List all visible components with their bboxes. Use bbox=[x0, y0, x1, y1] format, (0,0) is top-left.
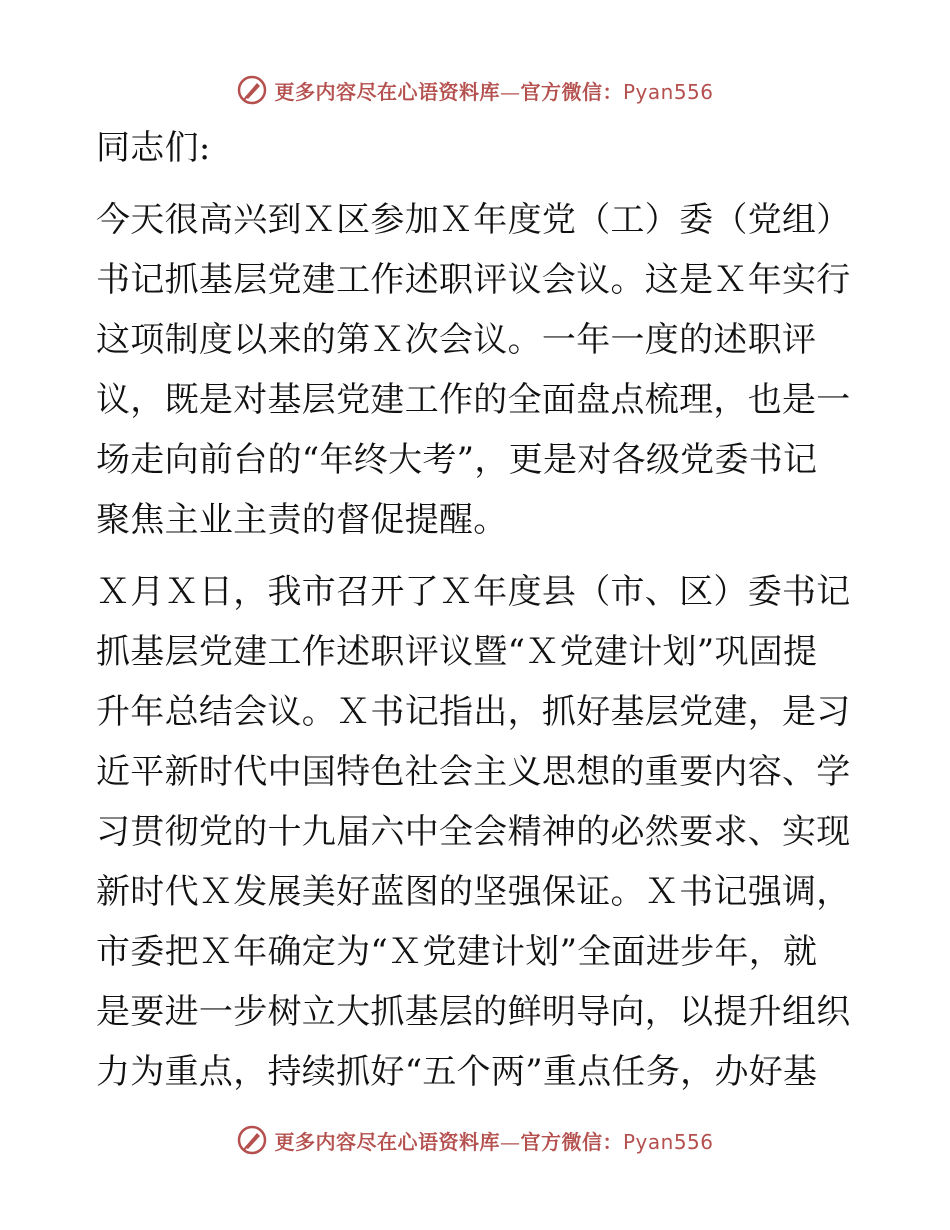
paragraph-line: 聚焦主业主责的督促提醒。 bbox=[96, 500, 508, 540]
paragraph-line: 书记抓基层党建工作述职评议会议。这是Ｘ年实行 bbox=[96, 260, 851, 300]
paragraph-line: 力为重点，持续抓好“五个两”重点任务，办好基 bbox=[96, 1052, 818, 1092]
watermark-text bbox=[274, 76, 713, 105]
watermark-separator: — bbox=[499, 79, 521, 104]
watermark-banner-top bbox=[0, 70, 950, 110]
paragraph-line: Ｘ月Ｘ日，我市召开了Ｘ年度县（市、区）委书记 bbox=[96, 572, 851, 612]
watermark-text bbox=[274, 1126, 713, 1155]
watermark-wechat-label: 官方微信： bbox=[520, 79, 623, 104]
quill-logo-icon bbox=[236, 74, 268, 106]
salutation: 同志们: bbox=[96, 128, 211, 168]
watermark-wechat-id: Pyan556 bbox=[622, 79, 714, 104]
paragraph-line: 升年总结会议。Ｘ书记指出，抓好基层党建，是习 bbox=[96, 692, 851, 732]
paragraph-line: 场走向前台的“年终大考”，更是对各级党委书记 bbox=[96, 440, 818, 480]
watermark-banner-bottom bbox=[0, 1120, 950, 1160]
document-body bbox=[96, 118, 856, 1102]
paragraph-line: 抓基层党建工作述职评议暨“Ｘ党建计划”巩固提 bbox=[96, 632, 818, 672]
paragraph-line: 今天很高兴到Ｘ区参加Ｘ年度党（工）委（党组） bbox=[96, 200, 851, 240]
watermark-brand: 更多内容尽在心语资料库 bbox=[274, 1129, 500, 1154]
paragraph-line: 这项制度以来的第Ｘ次会议。一年一度的述职评 bbox=[96, 320, 817, 360]
paragraph-2 bbox=[96, 562, 856, 1102]
paragraph-line: 议，既是对基层党建工作的全面盘点梳理，也是一 bbox=[96, 380, 851, 420]
watermark-brand: 更多内容尽在心语资料库 bbox=[274, 79, 500, 104]
watermark-wechat-label: 官方微信： bbox=[520, 1129, 623, 1154]
paragraph-line: 习贯彻党的十九届六中全会精神的必然要求、实现 bbox=[96, 812, 851, 852]
paragraph-1 bbox=[96, 190, 856, 550]
watermark-separator: — bbox=[499, 1129, 521, 1154]
paragraph-line: 新时代Ｘ发展美好蓝图的坚强保证。Ｘ书记强调， bbox=[96, 872, 851, 912]
paragraph-line: 是要进一步树立大抓基层的鲜明导向，以提升组织 bbox=[96, 992, 851, 1032]
quill-logo-icon bbox=[236, 1124, 268, 1156]
paragraph-line: 市委把Ｘ年确定为“Ｘ党建计划”全面进步年，就 bbox=[96, 932, 818, 972]
watermark-wechat-id: Pyan556 bbox=[622, 1129, 714, 1154]
paragraph-line: 近平新时代中国特色社会主义思想的重要内容、学 bbox=[96, 752, 851, 792]
